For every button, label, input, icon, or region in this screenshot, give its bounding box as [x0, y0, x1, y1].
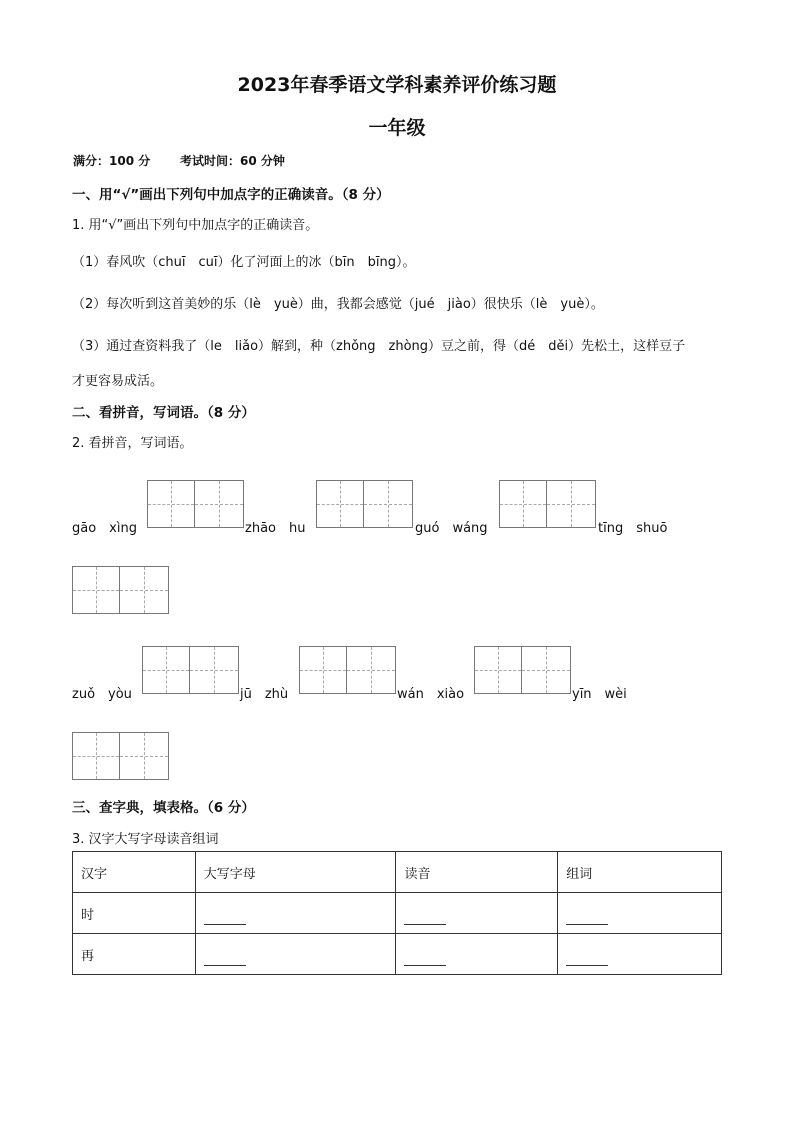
blank-line [204, 912, 246, 925]
pinyin-zhao-hu: zhāo hu [245, 521, 306, 536]
answer-blank[interactable] [396, 934, 558, 975]
table-header-cell: 读音 [396, 852, 558, 893]
table-cell-hanzi: 时 [73, 893, 196, 934]
question-1-item-1: （1）春风吹（chuī cuī）化了河面上的冰（bīn bīng）。 [72, 255, 416, 270]
blank-line [566, 953, 608, 966]
question-2: 2. 看拼音，写词语。 [72, 436, 193, 451]
blank-line [204, 953, 246, 966]
writing-box-ting-shuo[interactable] [72, 566, 169, 614]
pinyin-ju-zhu: jū zhù [240, 687, 289, 702]
blank-line [404, 953, 446, 966]
pinyin-guo-wang: guó wáng [415, 521, 488, 536]
question-1: 1. 用“√”画出下列句中加点字的正确读音。 [72, 218, 319, 233]
dictionary-table [72, 851, 722, 975]
exam-time: 考试时间：60 分钟 [180, 154, 285, 168]
writing-box-wan-xiao[interactable] [474, 646, 571, 694]
answer-blank[interactable] [396, 893, 558, 934]
table-header-cell: 汉字 [73, 852, 196, 893]
pinyin-ting-shuo: tīng shuō [598, 521, 668, 536]
question-1-item-3: （3）通过查资料我了（le liǎo）解到，种（zhǒng zhòng）豆之前，得（dé děi）先松土，这样豆子 [72, 339, 686, 354]
table-header-row [73, 852, 722, 893]
writing-box-yin-wei[interactable] [72, 732, 169, 780]
answer-blank[interactable] [558, 893, 722, 934]
pinyin-wan-xiao: wán xiào [397, 687, 465, 702]
writing-box-zhao-hu[interactable] [316, 480, 413, 528]
writing-box-gao-xing[interactable] [147, 480, 244, 528]
writing-box-guo-wang[interactable] [499, 480, 596, 528]
pinyin-gao-xing: gāo xìng [72, 521, 137, 536]
section3-heading: 三、查字典，填表格。（6 分） [72, 800, 255, 816]
blank-line [566, 912, 608, 925]
table-row [73, 934, 722, 975]
section2-heading: 二、看拼音，写词语。（8 分） [72, 405, 255, 421]
question-1-item-2: （2）每次听到这首美妙的乐（lè yuè）曲，我都会感觉（jué jiào）很快乐（lè yuè）。 [72, 297, 604, 312]
table-header-cell: 大写字母 [195, 852, 396, 893]
table-cell-hanzi: 再 [73, 934, 196, 975]
question-1-item-3-cont: 才更容易成活。 [72, 374, 164, 389]
page-title: 2023年春季语文学科素养评价练习题 [237, 74, 557, 96]
grade-title: 一年级 [368, 117, 426, 139]
answer-blank[interactable] [195, 934, 396, 975]
answer-blank[interactable] [195, 893, 396, 934]
table-header-cell: 组词 [558, 852, 722, 893]
writing-box-ju-zhu[interactable] [299, 646, 396, 694]
blank-line [404, 912, 446, 925]
section1-heading: 一、用“√”画出下列句中加点字的正确读音。（8 分） [72, 187, 390, 203]
table-row [73, 893, 722, 934]
full-score: 满分：100 分 [73, 154, 151, 168]
pinyin-yin-wei: yīn wèi [572, 687, 627, 702]
writing-box-zuo-you[interactable] [142, 646, 239, 694]
answer-blank[interactable] [558, 934, 722, 975]
pinyin-zuo-you: zuǒ yòu [72, 687, 132, 702]
question-3: 3. 汉字大写字母读音组词 [72, 832, 219, 847]
